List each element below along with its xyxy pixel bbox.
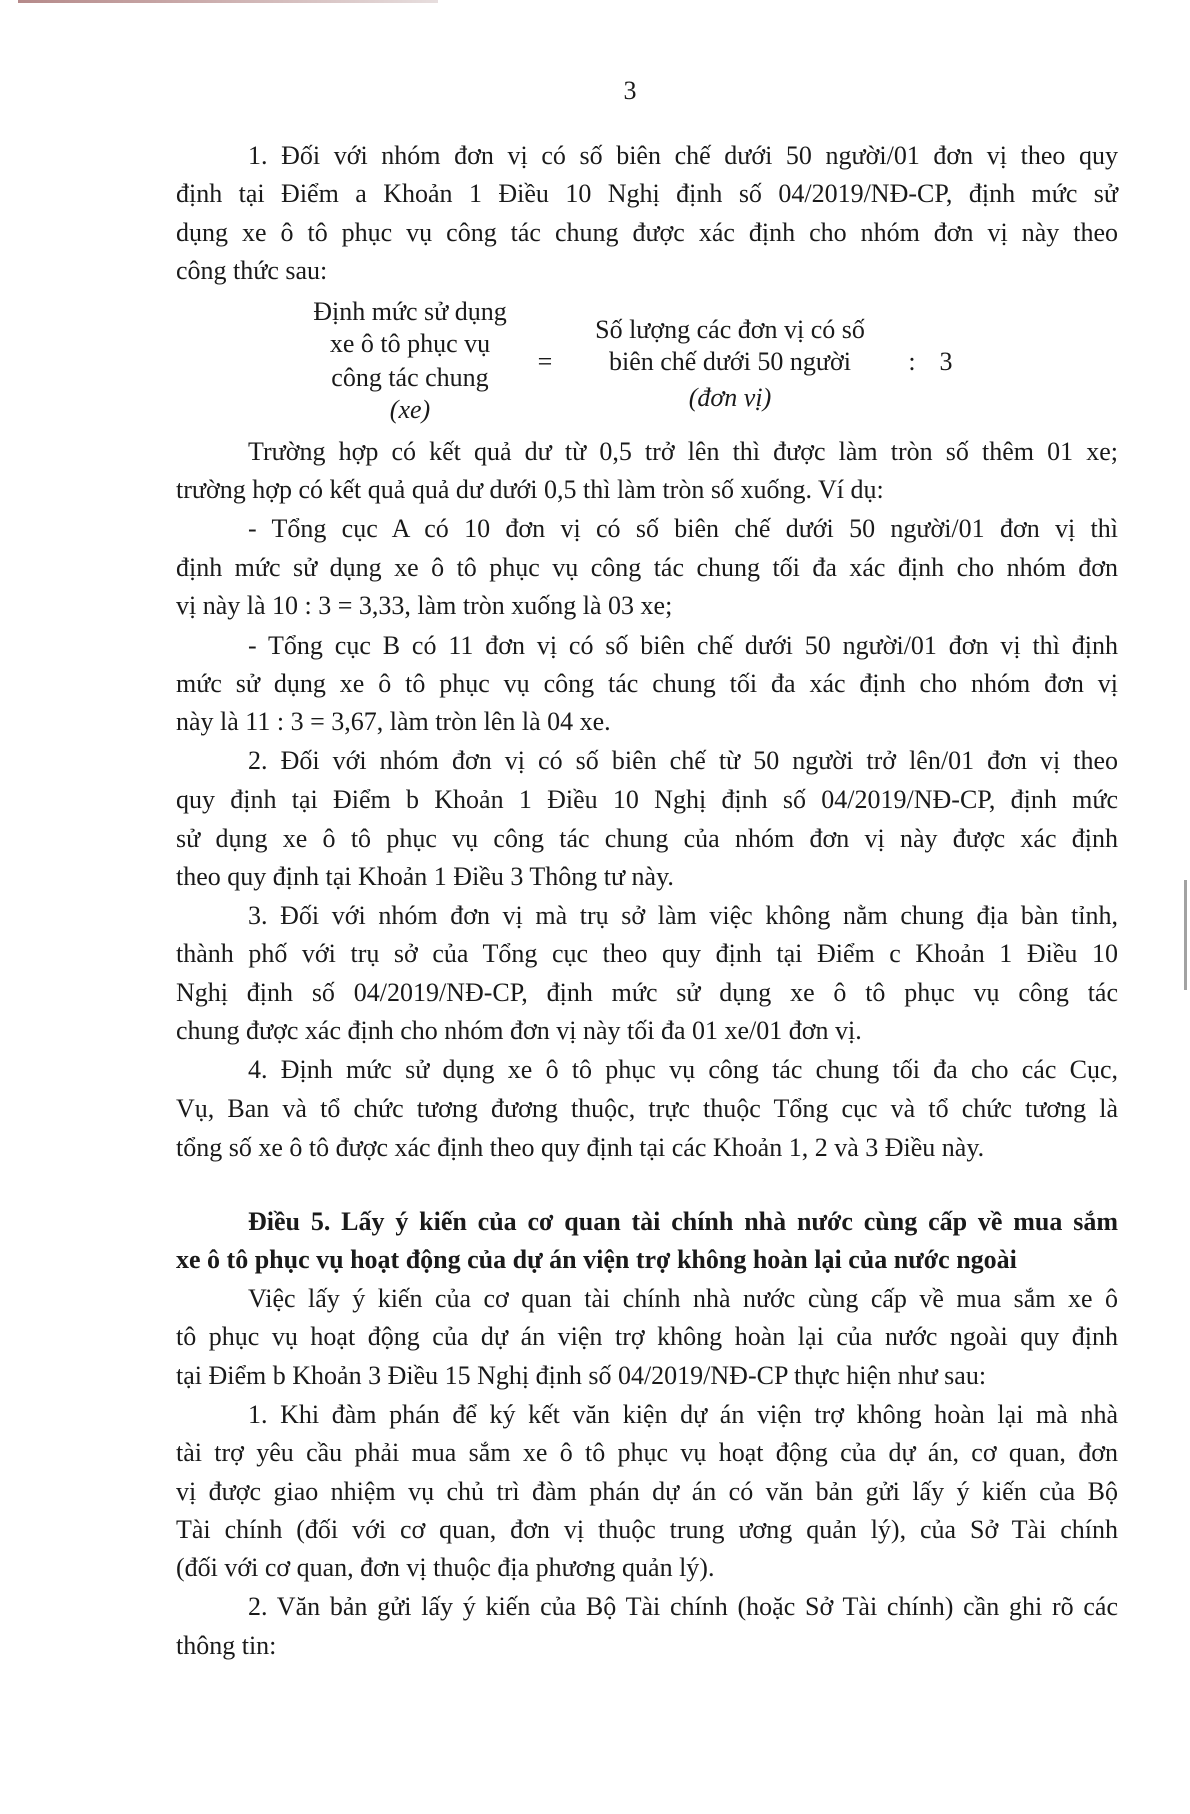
text-line: công thức sau: bbox=[176, 256, 328, 285]
formula-divisor: 3 bbox=[939, 347, 953, 376]
formula-right-line: Số lượng các đơn vị có số bbox=[595, 315, 865, 344]
text-line: trường hợp có kết quả quả dư dưới 0,5 thì làm tròn số xuống. Ví dụ: bbox=[176, 475, 884, 504]
text-line: Tài chính (đối với cơ quan, đơn vị thuộc trung ương quản lý), của Sở Tài chính bbox=[176, 1515, 1118, 1544]
text-line: (đối với cơ quan, đơn vị thuộc địa phương quản lý). bbox=[176, 1553, 715, 1582]
text-line: 1. Khi đàm phán để ký kết văn kiện dự án viện trợ không hoàn lại mà nhà bbox=[248, 1400, 1118, 1429]
text-line: Việc lấy ý kiến của cơ quan tài chính nhà nước cùng cấp về mua sắm xe ô bbox=[248, 1284, 1118, 1313]
text-line: sử dụng xe ô tô phục vụ công tác chung của nhóm đơn vị này được xác định bbox=[176, 824, 1118, 853]
text-line: tại Điểm b Khoản 3 Điều 15 Nghị định số 04/2019/NĐ-CP thực hiện như sau: bbox=[176, 1361, 987, 1390]
formula-right-line: biên chế dưới 50 người bbox=[609, 347, 851, 376]
text-line: 1. Đối với nhóm đơn vị có số biên chế dưới 50 người/01 đơn vị theo quy bbox=[248, 141, 1118, 170]
text-line: chung được xác định cho nhóm đơn vị này tối đa 01 xe/01 đơn vị. bbox=[176, 1016, 862, 1045]
text-line: theo quy định tại Khoản 1 Điều 3 Thông tư này. bbox=[176, 862, 674, 891]
scan-artifact-top bbox=[18, 0, 438, 3]
formula-divide: : bbox=[908, 347, 916, 376]
formula-equals: = bbox=[537, 347, 553, 376]
text-line: dụng xe ô tô phục vụ công tác chung được xác định cho nhóm đơn vị này theo bbox=[176, 218, 1118, 247]
text-line: quy định tại Điểm b Khoản 1 Điều 10 Nghị định số 04/2019/NĐ-CP, định mức bbox=[176, 785, 1118, 814]
text-line: mức sử dụng xe ô tô phục vụ công tác chung tối đa xác định cho nhóm đơn vị bbox=[176, 669, 1118, 698]
text-line: 3. Đối với nhóm đơn vị mà trụ sở làm việc không nằm chung địa bàn tỉnh, bbox=[248, 901, 1118, 930]
text-line: - Tổng cục A có 10 đơn vị có số biên chế dưới 50 người/01 đơn vị thì bbox=[248, 514, 1118, 543]
formula-left-line: xe ô tô phục vụ bbox=[329, 329, 491, 358]
text-line: 4. Định mức sử dụng xe ô tô phục vụ công tác chung tối đa cho các Cục, bbox=[248, 1055, 1118, 1084]
text-line: thông tin: bbox=[176, 1631, 277, 1660]
text-line: Vụ, Ban và tổ chức tương đương thuộc, trực thuộc Tổng cục và tổ chức tương là bbox=[176, 1094, 1118, 1123]
heading-line: xe ô tô phục vụ hoạt động của dự án viện trợ không hoàn lại của nước ngoài bbox=[176, 1245, 1017, 1274]
text-line: định tại Điểm a Khoản 1 Điều 10 Nghị định số 04/2019/NĐ-CP, định mức sử bbox=[176, 179, 1118, 208]
formula-left-unit: (xe) bbox=[389, 395, 431, 424]
scan-artifact-right bbox=[1184, 880, 1187, 990]
text-line: tô phục vụ hoạt động của dự án viện trợ không hoàn lại của nước ngoài quy định bbox=[176, 1322, 1118, 1351]
text-line: tổng số xe ô tô được xác định theo quy định tại các Khoản 1, 2 và 3 Điều này. bbox=[176, 1133, 985, 1162]
text-line: này là 11 : 3 = 3,67, làm tròn lên là 04 xe. bbox=[176, 707, 611, 736]
formula-right-unit: (đơn vị) bbox=[688, 383, 772, 412]
text-line: - Tổng cục B có 11 đơn vị có số biên chế dưới 50 người/01 đơn vị thì định bbox=[248, 631, 1118, 660]
text-line: định mức sử dụng xe ô tô phục vụ công tác chung tối đa xác định cho nhóm đơn bbox=[176, 553, 1118, 582]
text-line: Nghị định số 04/2019/NĐ-CP, định mức sử dụng xe ô tô phục vụ công tác bbox=[176, 978, 1118, 1007]
heading-line: Điều 5. Lấy ý kiến của cơ quan tài chính nhà nước cùng cấp về mua sắm bbox=[248, 1207, 1118, 1236]
formula-left-line: công tác chung bbox=[331, 363, 489, 392]
formula-left-line: Định mức sử dụng bbox=[313, 297, 507, 326]
text-line: 2. Văn bản gửi lấy ý kiến của Bộ Tài chính (hoặc Sở Tài chính) cần ghi rõ các bbox=[248, 1592, 1118, 1621]
page-number: 3 bbox=[623, 76, 637, 105]
text-line: vị này là 10 : 3 = 3,33, làm tròn xuống là 03 xe; bbox=[176, 591, 673, 620]
text-line: vị được giao nhiệm vụ chủ trì đàm phán dự án có văn bản gửi lấy ý kiến của Bộ bbox=[176, 1477, 1118, 1506]
text-line: thành phố với trụ sở của Tổng cục theo quy định tại Điểm c Khoản 1 Điều 10 bbox=[176, 939, 1118, 968]
text-line: Trường hợp có kết quả dư từ 0,5 trở lên thì được làm tròn số thêm 01 xe; bbox=[248, 437, 1118, 466]
text-line: tài trợ yêu cầu phải mua sắm xe ô tô phục vụ hoạt động của dự án, cơ quan, đơn bbox=[176, 1438, 1118, 1467]
text-line: 2. Đối với nhóm đơn vị có số biên chế từ 50 người trở lên/01 đơn vị theo bbox=[248, 746, 1118, 775]
